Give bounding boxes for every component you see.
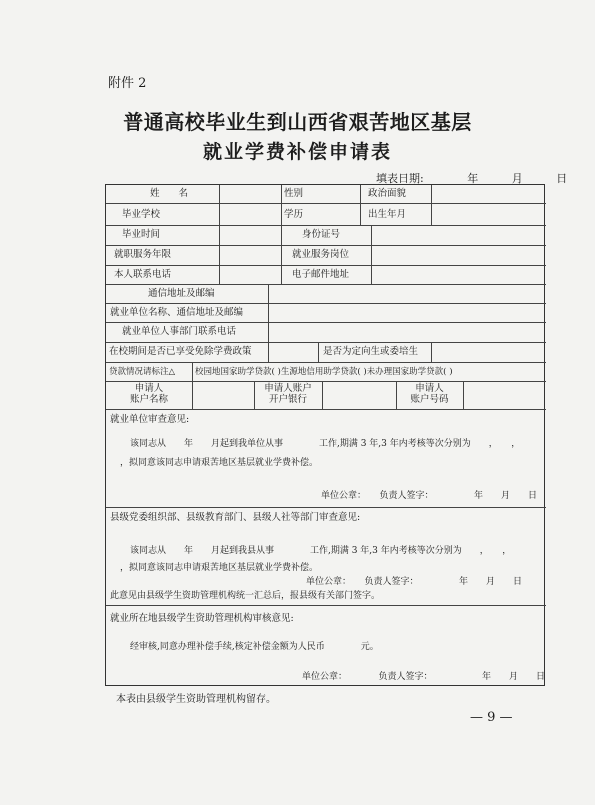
- county-review-line1: 该同志从 年 月起到我县从事 工作,期满 3 年,3 年内考核等次分别为 ， ，: [130, 546, 512, 556]
- row-divider: [106, 409, 546, 410]
- col-divider: [463, 381, 464, 409]
- county-review-line2: ，拟同意该同志申请艰苦地区基层就业学费补偿。: [120, 563, 319, 573]
- county-review-note: 此意见由县级学生资助管理机构统一汇总后，报县级有关部门签字。: [110, 591, 381, 601]
- county-review-heading: 县级党委组织部、县级教育部门、县级人社等部门审查意见:: [110, 512, 361, 523]
- attachment-label: 附件 2: [108, 76, 147, 91]
- col-divider: [219, 185, 220, 245]
- email-label: 电子邮件地址: [292, 269, 350, 280]
- row-divider: [106, 284, 546, 285]
- school-label: 毕业学校: [122, 209, 161, 220]
- id-number-field[interactable]: [374, 229, 542, 241]
- email-field[interactable]: [374, 269, 542, 281]
- form-title-line2: 就业学费补偿申请表: [202, 141, 392, 163]
- row-divider: [106, 322, 546, 323]
- education-field[interactable]: [306, 209, 358, 221]
- political-status-label: 政治面貌: [368, 188, 407, 199]
- account-bank-label: [254, 383, 322, 405]
- col-divider: [281, 245, 282, 285]
- account-name-label: [106, 383, 192, 405]
- name-label: 姓 名: [150, 188, 189, 199]
- account-bank-label-l1: 申请人账户: [264, 383, 312, 394]
- education-label: 学历: [284, 209, 304, 220]
- account-number-label-l2: 账户号码: [410, 394, 449, 405]
- contact-phone-label: 本人联系电话: [114, 269, 172, 280]
- graduation-time-label: 毕业时间: [122, 229, 161, 240]
- form-title-line1: 普通高校毕业生到山西省艰苦地区基层: [123, 110, 472, 134]
- mailing-address-field[interactable]: [271, 288, 543, 300]
- footnote: 本表由县级学生资助管理机构留存。: [116, 694, 276, 705]
- account-number-label-l1: 申请人: [415, 383, 444, 394]
- hr-phone-field[interactable]: [271, 326, 543, 338]
- col-divider: [371, 225, 372, 285]
- loan-label: 贷款情况请标注△: [109, 367, 176, 377]
- directional-label: 是否为定向生或委培生: [323, 346, 419, 357]
- row-divider: [106, 381, 546, 382]
- row-divider: [106, 362, 546, 363]
- row-divider: [106, 225, 546, 226]
- fill-date-day: 日: [556, 172, 568, 185]
- row-divider: [106, 265, 546, 266]
- service-post-label: 就业服务岗位: [292, 249, 350, 260]
- fill-date-label: 填表日期:: [376, 172, 424, 185]
- employer-review-line1: 该同志从 年 月起到我单位从事 工作,期满 3 年,3 年内考核等次分别为 ， ，: [130, 439, 521, 449]
- account-name-label-l2: 账户名称: [129, 394, 168, 405]
- name-field[interactable]: [222, 188, 280, 200]
- col-divider: [268, 284, 269, 342]
- mailing-address-label: 通信地址及邮编: [148, 288, 215, 299]
- col-divider: [219, 245, 220, 285]
- tuition-policy-label: 在校期间是否已享受免除学费政策: [109, 346, 252, 357]
- county-review-sign: 单位公章： 负责人签字： 年 月 日: [306, 577, 523, 587]
- birth-date-field[interactable]: [434, 209, 542, 221]
- fill-date-month: 月: [511, 172, 523, 185]
- employer-label: 就业单位名称、通信地址及邮编: [110, 307, 244, 318]
- employer-field[interactable]: [271, 307, 543, 319]
- col-divider: [192, 381, 193, 409]
- political-status-field[interactable]: [434, 188, 542, 200]
- employer-review-line2: ，拟同意该同志申请艰苦地区基层就业学费补偿。: [120, 458, 319, 468]
- hr-phone-label: 就业单位人事部门联系电话: [122, 326, 237, 337]
- employer-review-sign: 单位公章： 负责人签字： 年 月 日: [321, 491, 538, 501]
- col-divider: [360, 185, 361, 225]
- service-post-field[interactable]: [374, 249, 542, 261]
- account-number-label: [396, 383, 463, 405]
- aid-review-line1: 经审核,同意办理补偿手续,核定补偿金额为人民币 元。: [130, 642, 379, 652]
- col-divider: [318, 342, 319, 362]
- account-bank-label-l2: 开户银行: [268, 394, 307, 405]
- row-divider: [106, 203, 546, 204]
- col-divider: [281, 185, 282, 225]
- aid-review-heading: 就业所在地县级学生资助管理机构审核意见:: [110, 613, 294, 624]
- row-divider: [106, 245, 546, 246]
- page-number: — 9 —: [470, 710, 513, 725]
- col-divider: [192, 362, 193, 381]
- aid-review-sign: 单位公章： 负责人签字： 年 月 日: [302, 672, 546, 682]
- col-divider: [431, 342, 432, 362]
- row-divider: [106, 303, 546, 304]
- fill-date-year: 年: [467, 172, 479, 185]
- row-divider: [106, 507, 546, 508]
- loan-options[interactable]: 校园地国家助学贷款( )生源地信用助学贷款( )未办理国家助学贷款( ): [195, 367, 453, 377]
- col-divider: [322, 381, 323, 409]
- account-name-label-l1: 申请人: [134, 383, 164, 394]
- row-divider: [106, 342, 546, 343]
- gender-label: 性别: [284, 188, 304, 199]
- id-number-label: 身份证号: [302, 229, 341, 240]
- birth-date-label: 出生年月: [368, 209, 407, 220]
- col-divider: [431, 185, 432, 225]
- row-divider: [106, 605, 546, 606]
- service-years-label: 就职服务年限: [114, 249, 172, 260]
- col-divider: [281, 225, 282, 245]
- employer-review-heading: 就业单位审查意见:: [110, 414, 190, 425]
- school-field[interactable]: [222, 209, 280, 221]
- col-divider: [268, 342, 269, 362]
- application-form: [105, 184, 545, 686]
- gender-field[interactable]: [306, 188, 358, 200]
